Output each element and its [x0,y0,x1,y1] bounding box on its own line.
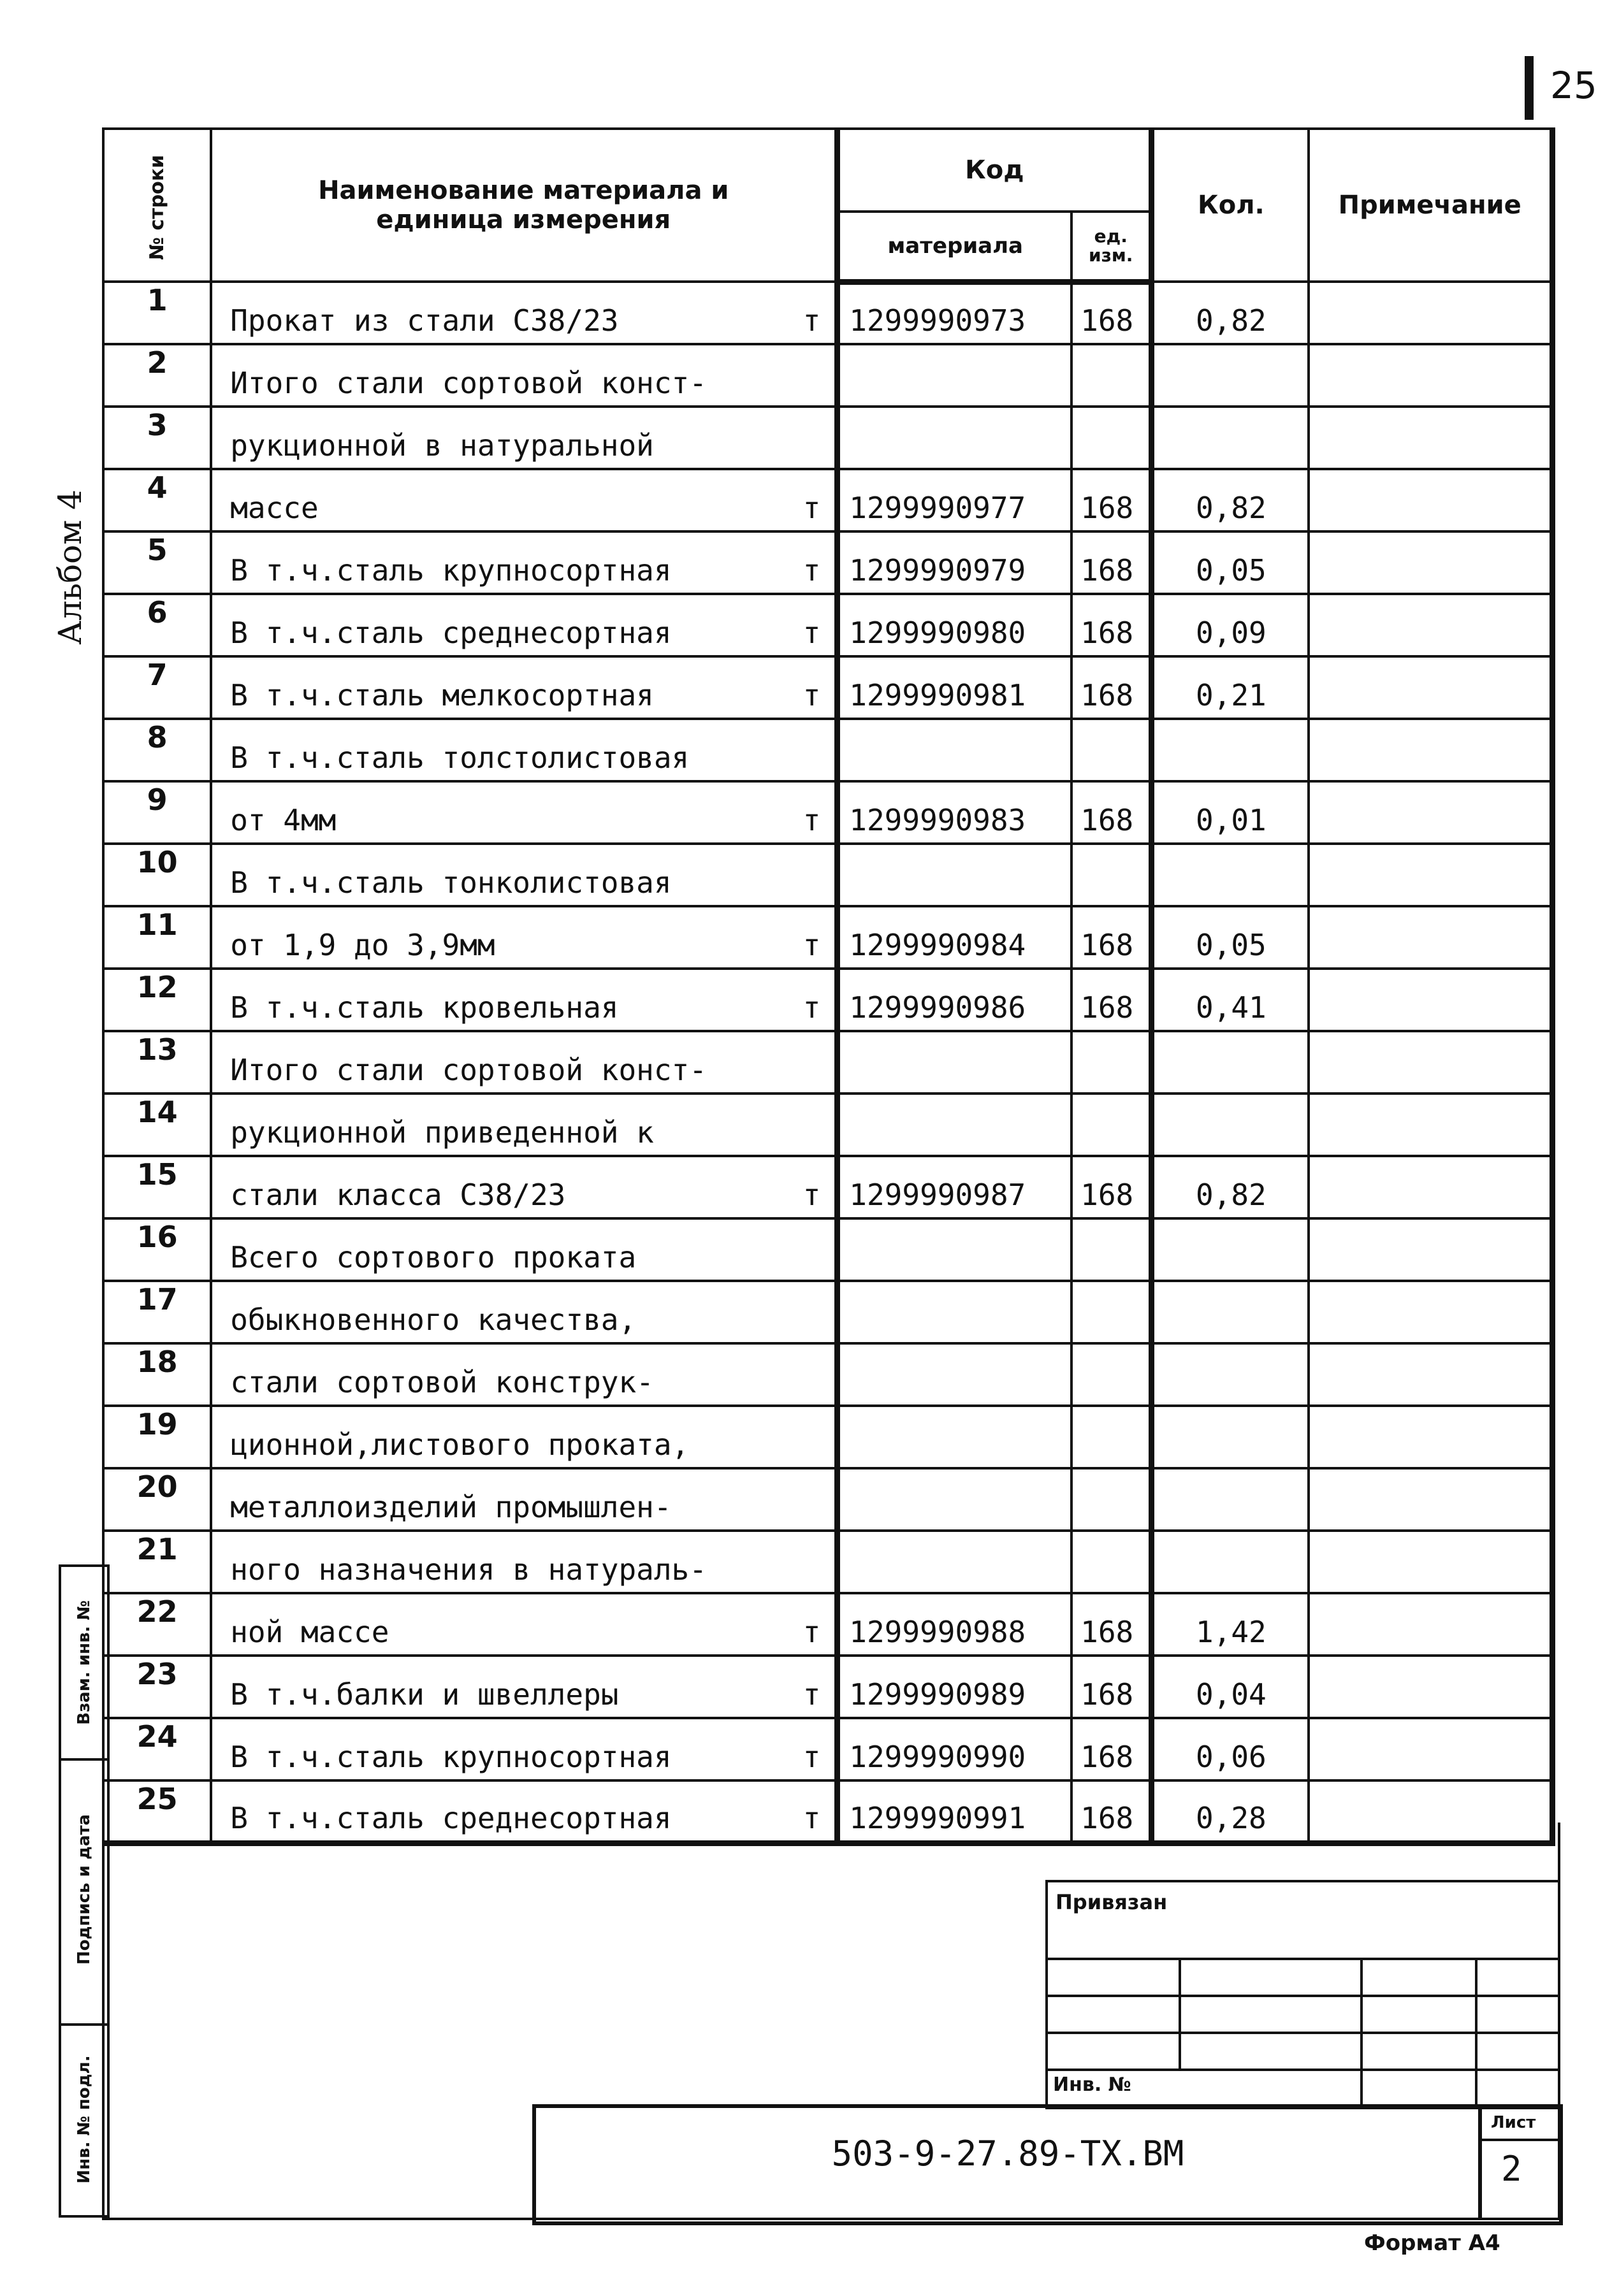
material-name: В т.ч.сталь тонколистовая [230,865,672,900]
material-name: В т.ч.балки и швеллеры [230,1677,619,1712]
name-cell [211,344,838,407]
note-cell [1309,656,1552,719]
document-code: 503-9-27.89-ТХ.ВМ [831,2134,1184,2174]
material-name: стали класса С38/23 [230,1178,566,1212]
material-code-cell [838,1031,1071,1094]
quantity-cell [1152,1218,1309,1281]
header-unit-code: ед. изм. [1071,212,1152,282]
row-number: 4 [147,470,168,505]
material-name: стали сортовой конструк- [230,1365,654,1399]
title-block-main [532,2104,1563,2225]
material-code: 1299990990 [849,1740,1026,1774]
unit-code: 168 [1080,1615,1134,1649]
row-number: 15 [136,1157,178,1192]
material-name: рукционной приведенной к [230,1115,654,1150]
name-cell [211,1593,838,1656]
name-cell [211,719,838,781]
unit-code-cell [1071,594,1152,656]
row-number: 17 [136,1282,178,1317]
material-code-cell [838,781,1071,844]
material-code-cell [838,969,1071,1031]
name-cell [211,1031,838,1094]
material-name: от 1,9 до 3,9мм [230,928,495,962]
inv-label: Инв. № [1053,2074,1131,2096]
page-number: 25 [1525,56,1601,113]
quantity-cell [1152,969,1309,1031]
material-code-cell [838,656,1071,719]
material-code-cell [838,1468,1071,1531]
quantity-cell [1152,1031,1309,1094]
name-cell [211,1406,838,1468]
table-row [103,969,1553,1031]
material-code: 1299990986 [849,990,1026,1025]
material-unit: т [802,1800,821,1835]
unit-code: 168 [1080,491,1134,525]
note-cell [1309,1406,1552,1468]
material-code-cell [838,1281,1071,1343]
unit-code-cell [1071,1656,1152,1718]
table-row [103,1281,1553,1343]
quantity-cell [1152,1656,1309,1718]
unit-code: 168 [1080,678,1134,712]
material-code-cell [838,906,1071,969]
material-unit: т [802,1615,821,1649]
material-name: Прокат из стали С38/23 [230,303,619,338]
table-row [103,1094,1553,1156]
name-cell [211,906,838,969]
unit-code: 168 [1080,928,1134,962]
unit-code-cell [1071,906,1152,969]
quantity: 0,04 [1195,1677,1267,1712]
row-number: 16 [136,1220,178,1254]
row-number-cell [103,969,211,1031]
material-name: ной массе [230,1615,389,1649]
unit-code: 168 [1080,1677,1134,1712]
unit-code: 168 [1080,1740,1134,1774]
note-cell [1309,1343,1552,1406]
stamp-original-inv: Инв. № подл. [59,2023,110,2218]
row-number-cell [103,1718,211,1780]
row-number: 3 [147,408,168,442]
header-code: Код [838,129,1152,212]
material-code: 1299990981 [849,678,1026,712]
note-cell [1309,969,1552,1031]
note-cell [1309,594,1552,656]
quantity-cell [1152,1094,1309,1156]
row-number-cell [103,1406,211,1468]
table-row [103,1468,1553,1531]
row-number-cell [103,594,211,656]
materials-table [102,127,1555,1846]
material-code-cell [838,1656,1071,1718]
material-code-cell [838,344,1071,407]
material-name: ного назначения в натураль- [230,1552,707,1587]
unit-code-cell [1071,1406,1152,1468]
material-code-cell [838,1593,1071,1656]
material-name: от 4мм [230,803,337,837]
row-number-cell [103,1156,211,1218]
quantity-cell [1152,906,1309,969]
quantity-cell [1152,282,1309,344]
quantity-cell [1152,1531,1309,1593]
quantity-cell [1152,344,1309,407]
row-number: 11 [136,907,178,942]
title-block-bound [1045,1880,1560,2109]
stamp-signature-date: Подпись и дата [59,1756,110,2026]
row-number-cell [103,1656,211,1718]
note-cell [1309,906,1552,969]
material-name: В т.ч.сталь крупносортная [230,553,672,588]
quantity-cell [1152,781,1309,844]
name-cell [211,1281,838,1343]
material-code-cell [838,1531,1071,1593]
row-number-cell [103,906,211,969]
unit-code-cell [1071,1094,1152,1156]
table-row [103,407,1553,469]
row-number: 7 [147,658,168,692]
material-code-cell [838,844,1071,906]
quantity-cell [1152,719,1309,781]
unit-code-cell [1071,719,1152,781]
row-number: 20 [136,1469,178,1504]
material-unit: т [802,1677,821,1712]
material-code: 1299990987 [849,1178,1026,1212]
note-cell [1309,1531,1552,1593]
row-number-cell [103,1593,211,1656]
material-name: Итого стали сортовой конст- [230,366,707,400]
album-label: Альбом 4 [52,489,89,645]
quantity-cell [1152,469,1309,531]
unit-code: 168 [1080,1178,1134,1212]
material-code: 1299990979 [849,553,1026,588]
row-number-cell [103,282,211,344]
material-name: В т.ч.сталь среднесортная [230,1800,672,1835]
quantity-cell [1152,407,1309,469]
material-code: 1299990977 [849,491,1026,525]
unit-code-cell [1071,531,1152,594]
note-cell [1309,344,1552,407]
row-number: 6 [147,595,168,630]
format-label: Формат А4 [1364,2230,1500,2256]
material-code: 1299990973 [849,303,1026,338]
quantity-cell [1152,1593,1309,1656]
stamp-replaced-inv: Взам. инв. № [59,1564,110,1761]
row-number: 21 [136,1532,178,1566]
quantity: 0,05 [1195,928,1267,962]
name-cell [211,1218,838,1281]
unit-code-cell [1071,1468,1152,1531]
row-number-cell [103,1343,211,1406]
row-number: 9 [147,783,168,817]
material-unit: т [802,1178,821,1212]
unit-code: 168 [1080,553,1134,588]
unit-code: 168 [1080,1800,1134,1835]
name-cell [211,282,838,344]
material-name: В т.ч.сталь кровельная [230,990,619,1025]
material-code-cell [838,1218,1071,1281]
table-row [103,282,1553,344]
table-row [103,1343,1553,1406]
row-number-cell [103,469,211,531]
unit-code-cell [1071,407,1152,469]
unit-code-cell [1071,1718,1152,1780]
material-unit: т [802,803,821,837]
name-cell [211,407,838,469]
material-name: В т.ч.сталь мелкосортная [230,678,654,712]
material-name: металлоизделий промышлен- [230,1490,672,1524]
row-number-cell [103,531,211,594]
note-cell [1309,781,1552,844]
material-code-cell [838,469,1071,531]
material-unit: т [802,928,821,962]
material-unit: т [802,303,821,338]
row-number: 19 [136,1407,178,1441]
quantity-cell [1152,594,1309,656]
row-number: 23 [136,1657,178,1691]
note-cell [1309,1218,1552,1281]
quantity-cell [1152,1406,1309,1468]
material-name: обыкновенного качества, [230,1303,637,1337]
material-name: В т.ч.сталь толстолистовая [230,740,690,775]
quantity: 0,09 [1195,616,1267,650]
sheet-cell [1478,2104,1561,2218]
name-cell [211,781,838,844]
row-number-cell [103,344,211,407]
name-cell [211,1718,838,1780]
material-code: 1299990980 [849,616,1026,650]
note-cell [1309,1281,1552,1343]
material-code-cell [838,1406,1071,1468]
table-row [103,1656,1553,1718]
row-number-cell [103,656,211,719]
note-cell [1309,719,1552,781]
row-number-cell [103,1281,211,1343]
note-cell [1309,1031,1552,1094]
table-row [103,1718,1553,1780]
material-name: рукционной в натуральной [230,428,654,463]
quantity-cell [1152,844,1309,906]
row-number: 2 [147,345,168,380]
table-row [103,1156,1553,1218]
quantity: 0,41 [1195,990,1267,1025]
quantity: 0,06 [1195,1740,1267,1774]
header-note: Примечание [1309,129,1552,282]
note-cell [1309,282,1552,344]
material-unit: т [802,990,821,1025]
unit-code-cell [1071,781,1152,844]
quantity-cell [1152,1718,1309,1780]
table-row [103,656,1553,719]
quantity: 0,05 [1195,553,1267,588]
row-number-cell [103,1031,211,1094]
row-number: 8 [147,720,168,755]
name-cell [211,469,838,531]
table-row [103,844,1553,906]
name-cell [211,1656,838,1718]
header-name: Наименование материала и единица измерения [211,129,838,282]
quantity-cell [1152,531,1309,594]
material-unit: т [802,616,821,650]
unit-code-cell [1071,469,1152,531]
name-cell [211,594,838,656]
table-row [103,1218,1553,1281]
note-cell [1309,469,1552,531]
material-code: 1299990984 [849,928,1026,962]
quantity-cell [1152,656,1309,719]
material-unit: т [802,553,821,588]
unit-code-cell [1071,1343,1152,1406]
material-name: В т.ч.сталь среднесортная [230,616,672,650]
quantity: 0,82 [1195,303,1267,338]
material-name: ционной,листового проката, [230,1427,690,1462]
material-code-cell [838,1094,1071,1156]
note-cell [1309,1656,1552,1718]
row-number-cell [103,781,211,844]
row-number-cell [103,844,211,906]
row-number-cell [103,1468,211,1531]
note-cell [1309,407,1552,469]
header-row-number: № строки [103,129,211,282]
unit-code-cell [1071,844,1152,906]
material-name: В т.ч.сталь крупносортная [230,1740,672,1774]
note-cell [1309,1156,1552,1218]
table-row [103,781,1553,844]
table-row [103,531,1553,594]
table-row [103,906,1553,969]
name-cell [211,1094,838,1156]
material-unit: т [802,491,821,525]
quantity: 1,42 [1195,1615,1267,1649]
unit-code-cell [1071,344,1152,407]
row-number: 12 [136,970,178,1004]
row-number: 24 [136,1719,178,1754]
unit-code: 168 [1080,303,1134,338]
unit-code: 168 [1080,990,1134,1025]
name-cell [211,656,838,719]
row-number-cell [103,1094,211,1156]
header-material-code: материала [838,212,1071,282]
row-number-cell [103,719,211,781]
unit-code-cell [1071,1531,1152,1593]
quantity-cell [1152,1343,1309,1406]
name-cell [211,844,838,906]
row-number-cell [103,407,211,469]
unit-code-cell [1071,969,1152,1031]
name-cell [211,969,838,1031]
row-number: 5 [147,533,168,567]
material-code-cell [838,1343,1071,1406]
table-row [103,1531,1553,1593]
unit-code-cell [1071,1031,1152,1094]
quantity-cell [1152,1468,1309,1531]
unit-code: 168 [1080,803,1134,837]
note-cell [1309,1593,1552,1656]
table-row [103,344,1553,407]
material-unit: т [802,1740,821,1774]
unit-code-cell [1071,656,1152,719]
name-cell [211,1156,838,1218]
material-code: 1299990983 [849,803,1026,837]
row-number: 10 [136,845,178,879]
note-cell [1309,1718,1552,1780]
sheet-number: 2 [1501,2149,1522,2189]
row-number: 1 [147,283,168,317]
material-code-cell [838,282,1071,344]
quantity-cell [1152,1156,1309,1218]
row-number-cell [103,1531,211,1593]
material-code-cell [838,407,1071,469]
unit-code-cell [1071,1593,1152,1656]
table-row [103,719,1553,781]
material-code: 1299990988 [849,1615,1026,1649]
quantity: 0,01 [1195,803,1267,837]
table-row [103,469,1553,531]
unit-code: 168 [1080,616,1134,650]
unit-code-cell [1071,1218,1152,1281]
unit-code-cell [1071,282,1152,344]
material-code: 1299990989 [849,1677,1026,1712]
row-number: 18 [136,1345,178,1379]
quantity: 0,21 [1195,678,1267,712]
material-code-cell [838,1718,1071,1780]
material-name: Итого стали сортовой конст- [230,1053,707,1087]
bound-label: Привязан [1056,1890,1168,1914]
row-number-cell [103,1218,211,1281]
name-cell [211,1343,838,1406]
quantity: 0,82 [1195,1178,1267,1212]
row-number: 13 [136,1032,178,1067]
note-cell [1309,1468,1552,1531]
quantity: 0,82 [1195,491,1267,525]
material-name: Всего сортового проката [230,1240,637,1274]
unit-code-cell [1071,1281,1152,1343]
row-number: 25 [136,1782,178,1816]
row-number: 22 [136,1594,178,1629]
note-cell [1309,844,1552,906]
material-code-cell [838,594,1071,656]
table-row [103,594,1553,656]
quantity: 0,28 [1195,1800,1267,1835]
name-cell [211,1468,838,1531]
note-cell [1309,1094,1552,1156]
name-cell [211,531,838,594]
material-unit: т [802,678,821,712]
table-row [103,1593,1553,1656]
material-code-cell [838,719,1071,781]
name-cell [211,1531,838,1593]
table-row [103,1031,1553,1094]
material-code-cell [838,1156,1071,1218]
material-code-cell [838,531,1071,594]
header-quantity: Кол. [1152,129,1309,282]
row-number: 14 [136,1095,178,1129]
material-code: 1299990991 [849,1800,1026,1835]
table-row [103,1406,1553,1468]
unit-code-cell [1071,1156,1152,1218]
sheet-label: Лист [1491,2113,1536,2132]
material-name: массе [230,491,319,525]
note-cell [1309,531,1552,594]
quantity-cell [1152,1281,1309,1343]
